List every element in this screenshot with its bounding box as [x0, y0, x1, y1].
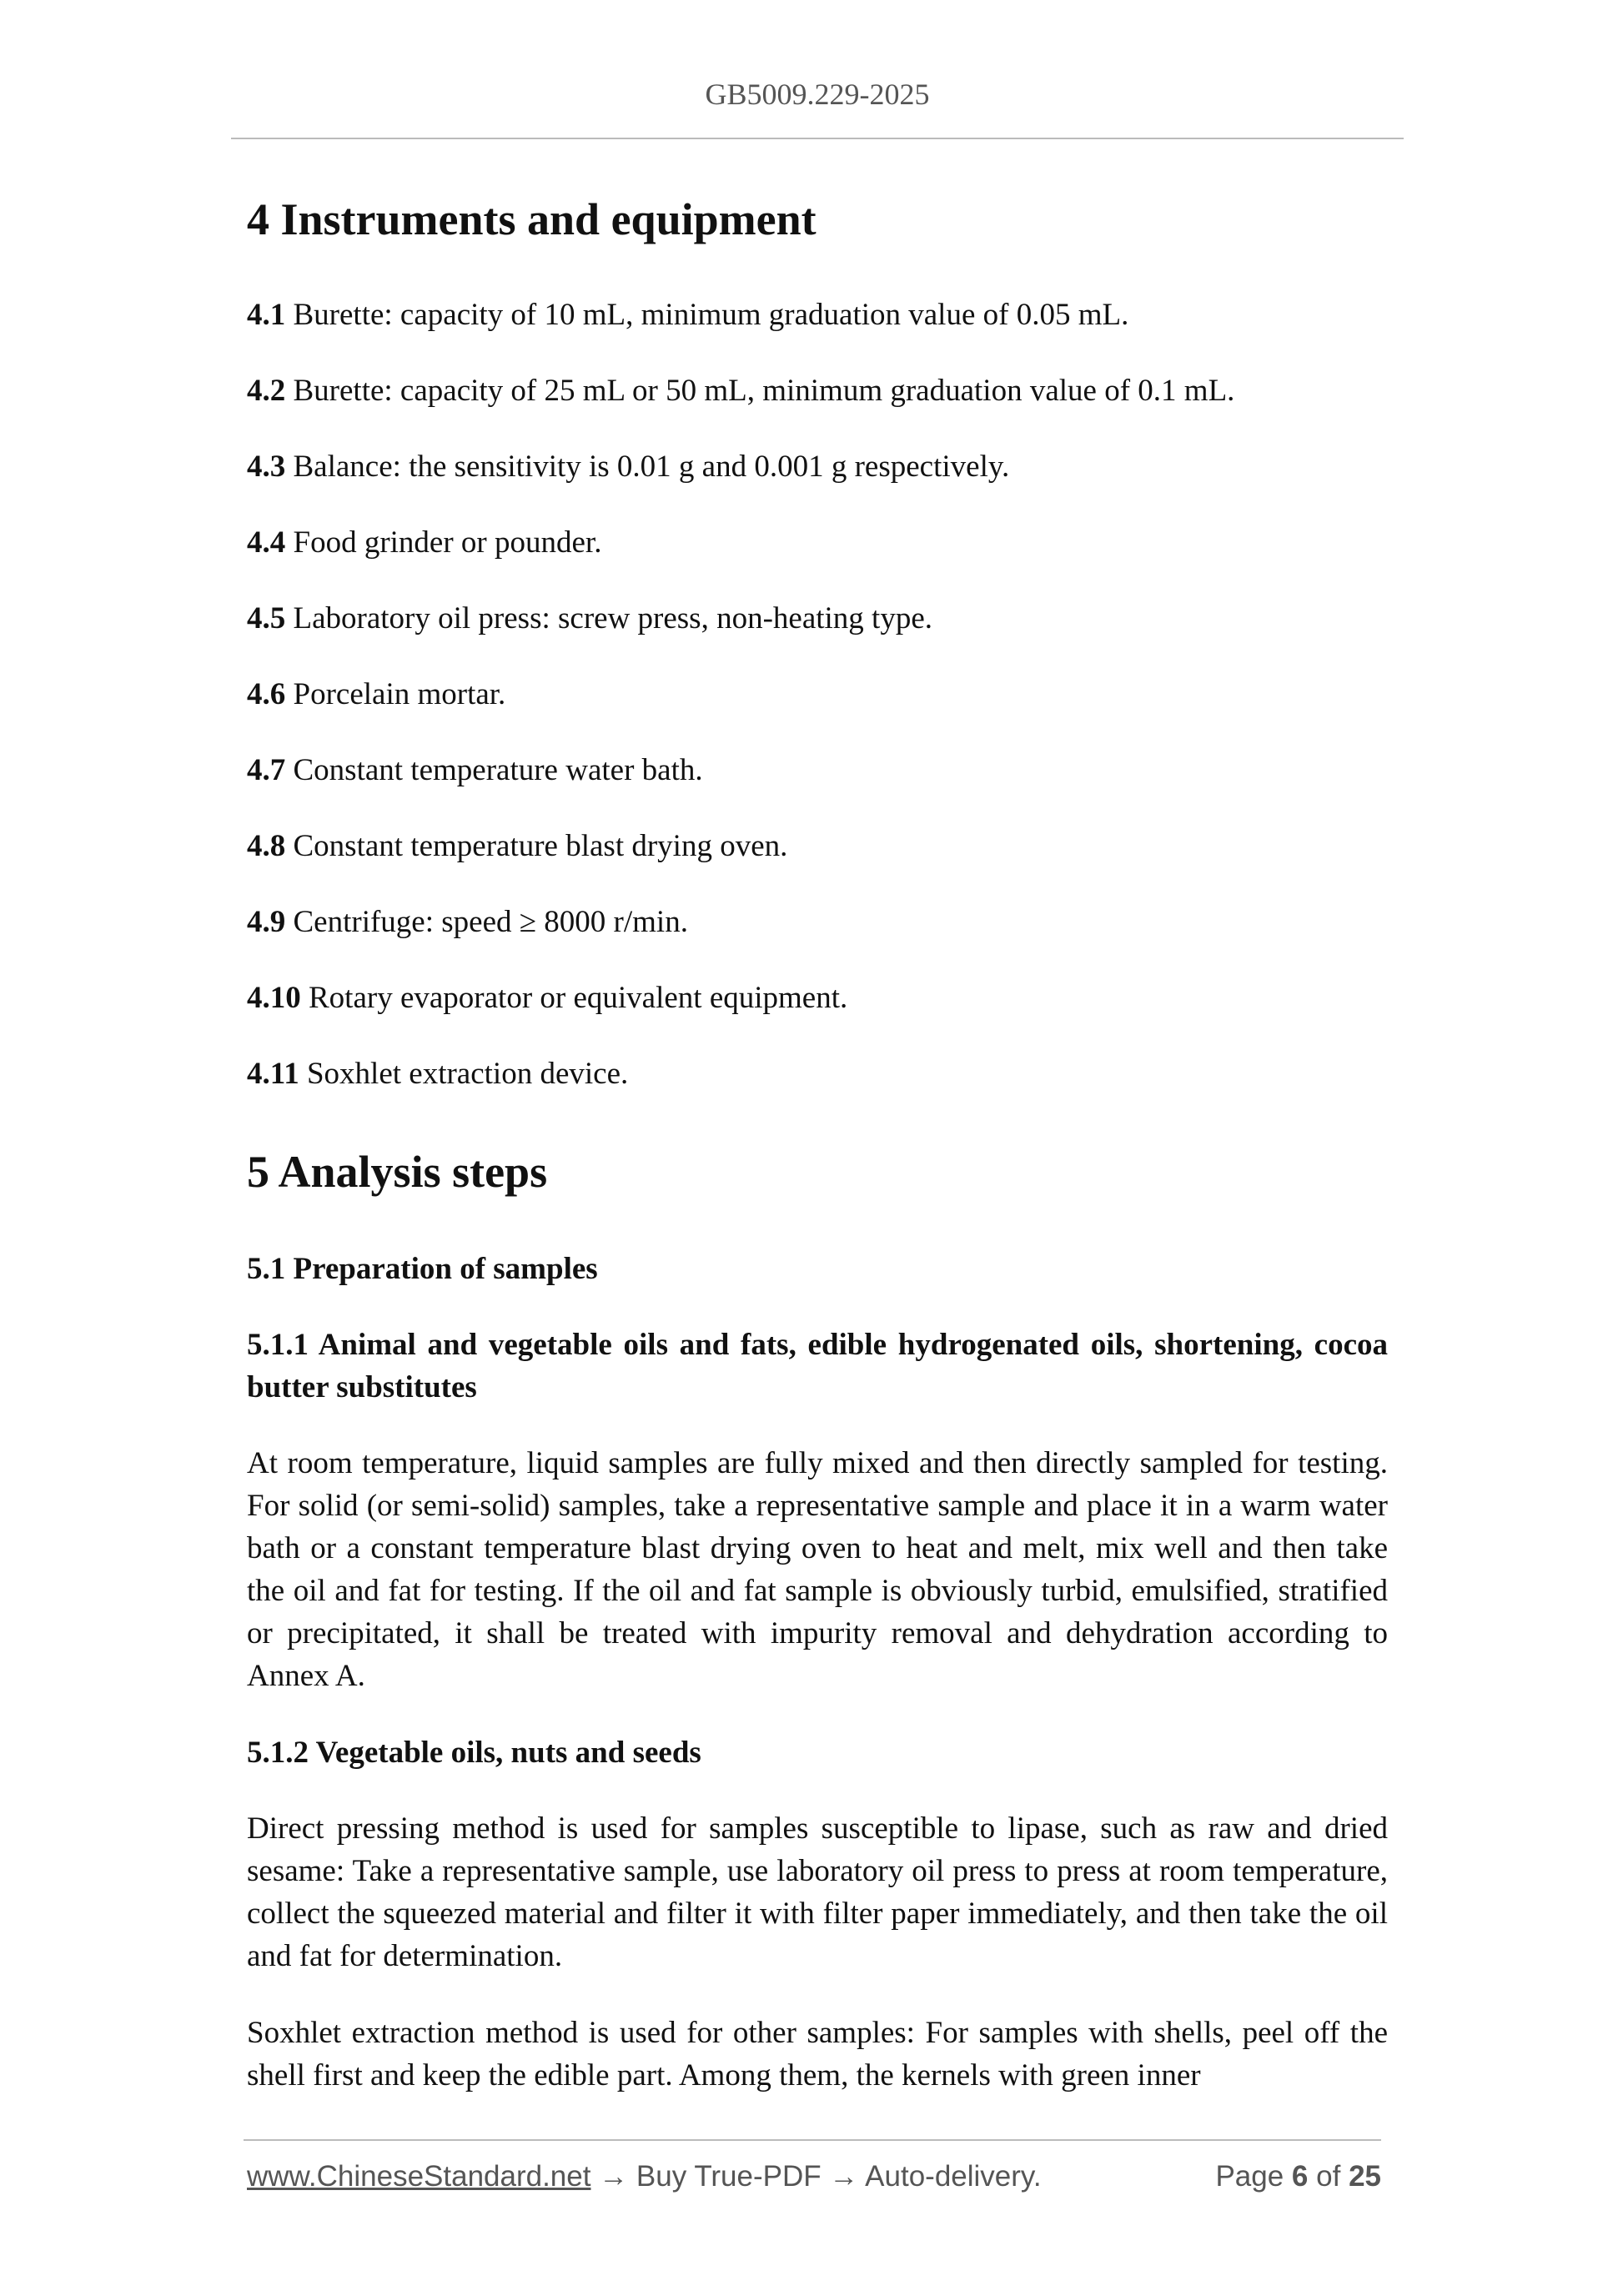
- subsection-5-1-2-heading: 5.1.2 Vegetable oils, nuts and seeds: [247, 1736, 701, 1770]
- item-number: 4.8: [247, 829, 286, 863]
- item-number: 4.2: [247, 374, 286, 408]
- item-text: Centrifuge: speed ≥ 8000 r/min.: [285, 905, 688, 939]
- item-text: Burette: capacity of 10 mL, minimum graduation value of 0.05 mL.: [285, 298, 1129, 332]
- item-text: Rotary evaporator or equivalent equipment.: [300, 981, 848, 1015]
- item-text: Balance: the sensitivity is 0.01 g and 0.001 g respectively.: [285, 450, 1010, 484]
- list-item: [247, 903, 688, 942]
- page-footer: [247, 2158, 1381, 2195]
- item-number: 4.1: [247, 298, 286, 332]
- item-number: 4.10: [247, 981, 301, 1015]
- item-number: 4.11: [247, 1057, 299, 1091]
- item-text: Soxhlet extraction device.: [299, 1057, 629, 1091]
- section-4-heading: 4 Instruments and equipment: [247, 194, 817, 244]
- list-item: [247, 979, 847, 1017]
- item-text: Constant temperature blast drying oven.: [285, 829, 788, 863]
- item-text: Food grinder or pounder.: [285, 525, 602, 560]
- header-divider: [231, 138, 1404, 139]
- page-of-label: of: [1316, 2160, 1341, 2193]
- item-text: Constant temperature water bath.: [285, 753, 703, 787]
- list-item: [247, 524, 601, 562]
- page-indicator: [1215, 2158, 1381, 2195]
- list-item: [247, 1055, 628, 1093]
- footer-divider: [244, 2139, 1381, 2141]
- list-item: [247, 372, 1234, 410]
- page-total: 25: [1349, 2160, 1381, 2193]
- paragraph-5-1-2-pressing: Direct pressing method is used for samples susceptible to lipase, such as raw and dried sesame: Take a representative sample, use laboratory oil press to press at room temperature, collect the squeezed material and filter it with filter paper immediately, and then take the oil and fat for determination.: [247, 1811, 1388, 1973]
- list-item: [247, 600, 932, 638]
- page-label: Page: [1215, 2160, 1284, 2193]
- item-number: 4.9: [247, 905, 286, 939]
- list-item: [247, 676, 505, 714]
- item-number: 4.5: [247, 601, 286, 636]
- list-item: [247, 827, 787, 866]
- paragraph-5-1-2-soxhlet: Soxhlet extraction method is used for other samples: For samples with shells, peel off the shell first and keep the edible part. Among them, the kernels with green inner: [247, 2016, 1388, 2093]
- list-item: [247, 296, 1128, 334]
- list-item: [247, 448, 1009, 486]
- page-current: 6: [1291, 2160, 1309, 2193]
- item-text: Porcelain mortar.: [285, 677, 506, 711]
- promo-text: → Buy True-PDF → Auto-delivery.: [590, 2160, 1042, 2193]
- document-code-header: GB5009.229-2025: [705, 78, 930, 111]
- item-number: 4.7: [247, 753, 286, 787]
- item-text: Burette: capacity of 25 mL or 50 mL, minimum graduation value of 0.1 mL.: [285, 374, 1235, 408]
- paragraph-5-1-1: At room temperature, liquid samples are fully mixed and then directly sampled for testing. For solid (or semi-solid) samples, take a representative sample and place it in a warm water bath or a constant temperature blast drying oven to heat and melt, mix well and then take the oil and fat for testing. If the oil and fat sample is obviously turbid, emulsified, stratified or precipitated, it shall be treated with impurity removal and dehydration according to Annex A.: [247, 1446, 1388, 1693]
- section-5-heading: 5 Analysis steps: [247, 1147, 548, 1197]
- subsection-5-1-heading: 5.1 Preparation of samples: [247, 1252, 598, 1286]
- item-text: Laboratory oil press: screw press, non-heating type.: [285, 601, 933, 636]
- item-number: 4.6: [247, 677, 286, 711]
- list-item: [247, 751, 703, 790]
- subsection-5-1-1-heading: 5.1.1 Animal and vegetable oils and fats, edible hydrogenated oils, shortening, cocoa butter substitutes: [247, 1328, 1388, 1404]
- website-link[interactable]: www.ChineseStandard.net: [247, 2160, 591, 2193]
- item-number: 4.3: [247, 450, 286, 484]
- item-number: 4.4: [247, 525, 286, 560]
